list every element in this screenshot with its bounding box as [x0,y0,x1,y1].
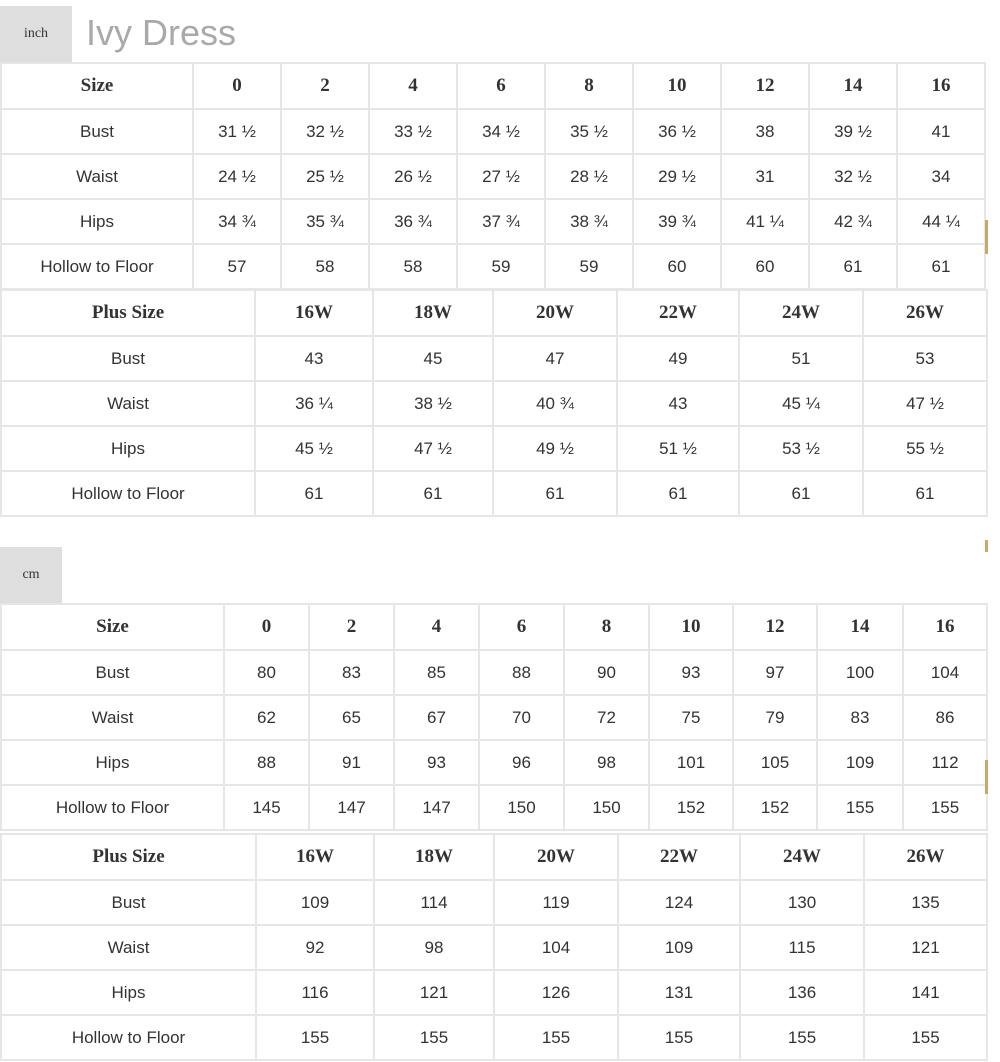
table-cell: 104 [903,650,987,695]
table-cell: 105 [733,740,817,785]
table-row [1,785,987,830]
table-cell: 53 [863,336,987,381]
table-cell: 155 [494,1015,618,1060]
table-cell: 61 [739,471,863,516]
table-row [1,925,987,970]
table-cell: 35 ½ [545,109,633,154]
row-label: Bust [1,880,256,925]
table-cell: 88 [224,740,309,785]
table-cell: 45 ½ [255,426,373,471]
table-cell: 112 [903,740,987,785]
table-cell: 29 ½ [633,154,721,199]
table-cell: 35 ¾ [281,199,369,244]
size-header-cell: 26W [863,290,987,336]
table-row [1,1015,987,1060]
table-cell: 83 [817,695,903,740]
table-row [1,471,987,516]
row-label: Waist [1,925,256,970]
table-cell: 61 [493,471,617,516]
table-cell: 47 [493,336,617,381]
table-cell: 65 [309,695,394,740]
table-row [1,381,987,426]
table-cell: 141 [864,970,987,1015]
size-header-cell: 16 [903,604,987,650]
table-cell: 49 ½ [493,426,617,471]
header-row [1,604,987,650]
table-cell: 109 [817,740,903,785]
size-header-cell: 20W [494,834,618,880]
row-label: Waist [1,154,193,199]
size-header-cell: 4 [369,63,457,109]
page-title: Ivy Dress [86,12,237,53]
size-header-label: Size [1,63,193,109]
row-label: Waist [1,381,255,426]
table-cell: 155 [256,1015,374,1060]
table-cell: 61 [897,244,985,289]
table-cell: 109 [618,925,740,970]
table-row [1,336,987,381]
table-cell: 61 [809,244,897,289]
row-label: Bust [1,336,255,381]
table-cell: 145 [224,785,309,830]
table-cell: 45 [373,336,493,381]
row-label: Bust [1,650,224,695]
header-row [1,290,987,336]
table-cell: 93 [394,740,479,785]
table-cell: 75 [649,695,733,740]
table-cell: 26 ½ [369,154,457,199]
unit-label-cm: cm [0,547,62,603]
row-label: Hips [1,740,224,785]
unit-label-inch: inch [0,6,72,62]
table-cell: 88 [479,650,564,695]
row-label: Hollow to Floor [1,785,224,830]
table-cell: 55 ½ [863,426,987,471]
table-cell: 34 [897,154,985,199]
table-row [1,199,985,244]
table-cell: 44 ¼ [897,199,985,244]
table-cell: 42 ¾ [809,199,897,244]
table-cell: 155 [740,1015,864,1060]
size-header-cell: 2 [281,63,369,109]
size-header-label: Size [1,604,224,650]
table-cell: 41 ¼ [721,199,809,244]
table-cell: 43 [617,381,739,426]
table-cell: 155 [374,1015,494,1060]
row-label: Hollow to Floor [1,471,255,516]
size-header-cell: 18W [374,834,494,880]
table-cell: 37 ¾ [457,199,545,244]
size-header-cell: 0 [193,63,281,109]
table-cell: 152 [649,785,733,830]
table-cell: 70 [479,695,564,740]
row-label: Hips [1,199,193,244]
table-cell: 115 [740,925,864,970]
table-cell: 38 ½ [373,381,493,426]
table-cell: 155 [864,1015,987,1060]
table-cell: 121 [864,925,987,970]
edge-decoration [985,540,988,552]
size-header-cell: 10 [649,604,733,650]
table-cell: 100 [817,650,903,695]
table-cell: 121 [374,970,494,1015]
edge-decoration [985,760,988,794]
table-cell: 101 [649,740,733,785]
cm-plus-size-table [0,833,988,1061]
edge-decoration [985,220,988,254]
table-cell: 91 [309,740,394,785]
table-cell: 49 [617,336,739,381]
size-header-cell: 12 [733,604,817,650]
table-cell: 114 [374,880,494,925]
inch-standard-size-table [0,62,986,290]
table-cell: 47 ½ [373,426,493,471]
table-cell: 130 [740,880,864,925]
table-row [1,154,985,199]
table-cell: 60 [721,244,809,289]
table-row [1,244,985,289]
table-cell: 67 [394,695,479,740]
row-label: Hips [1,426,255,471]
table-cell: 150 [479,785,564,830]
table-row [1,740,987,785]
row-label: Hollow to Floor [1,244,193,289]
table-cell: 152 [733,785,817,830]
row-label: Hips [1,970,256,1015]
table-row [1,109,985,154]
table-cell: 136 [740,970,864,1015]
row-label: Hollow to Floor [1,1015,256,1060]
table-cell: 51 [739,336,863,381]
table-cell: 28 ½ [545,154,633,199]
inch-plus-size-table [0,289,988,517]
table-cell: 147 [394,785,479,830]
table-cell: 155 [817,785,903,830]
size-header-cell: 22W [617,290,739,336]
table-cell: 98 [374,925,494,970]
table-cell: 39 ½ [809,109,897,154]
plus-size-header-label: Plus Size [1,834,256,880]
table-cell: 96 [479,740,564,785]
table-cell: 32 ½ [281,109,369,154]
table-cell: 38 ¾ [545,199,633,244]
size-header-cell: 22W [618,834,740,880]
size-header-cell: 4 [394,604,479,650]
size-header-cell: 2 [309,604,394,650]
size-header-cell: 14 [817,604,903,650]
table-cell: 32 ½ [809,154,897,199]
table-cell: 58 [281,244,369,289]
size-header-cell: 6 [457,63,545,109]
table-cell: 61 [863,471,987,516]
table-cell: 97 [733,650,817,695]
table-cell: 85 [394,650,479,695]
table-row [1,970,987,1015]
size-header-cell: 24W [740,834,864,880]
size-header-cell: 26W [864,834,987,880]
table-cell: 61 [255,471,373,516]
table-cell: 83 [309,650,394,695]
table-cell: 31 [721,154,809,199]
table-row [1,426,987,471]
table-cell: 34 ½ [457,109,545,154]
table-cell: 36 ¾ [369,199,457,244]
table-cell: 155 [903,785,987,830]
table-cell: 104 [494,925,618,970]
table-cell: 80 [224,650,309,695]
table-cell: 116 [256,970,374,1015]
table-cell: 92 [256,925,374,970]
row-label: Waist [1,695,224,740]
size-header-cell: 10 [633,63,721,109]
table-cell: 33 ½ [369,109,457,154]
table-cell: 24 ½ [193,154,281,199]
table-cell: 93 [649,650,733,695]
header-row [1,834,987,880]
table-cell: 131 [618,970,740,1015]
table-cell: 25 ½ [281,154,369,199]
table-cell: 58 [369,244,457,289]
table-cell: 61 [617,471,739,516]
table-row [1,650,987,695]
table-cell: 86 [903,695,987,740]
table-cell: 38 [721,109,809,154]
table-cell: 43 [255,336,373,381]
table-row [1,880,987,925]
table-cell: 31 ½ [193,109,281,154]
table-cell: 57 [193,244,281,289]
size-header-cell: 20W [493,290,617,336]
size-header-cell: 18W [373,290,493,336]
table-row [1,695,987,740]
table-cell: 109 [256,880,374,925]
table-cell: 45 ¼ [739,381,863,426]
table-cell: 51 ½ [617,426,739,471]
size-header-cell: 14 [809,63,897,109]
table-cell: 41 [897,109,985,154]
table-cell: 124 [618,880,740,925]
table-cell: 53 ½ [739,426,863,471]
table-cell: 98 [564,740,649,785]
table-cell: 72 [564,695,649,740]
table-cell: 150 [564,785,649,830]
table-cell: 147 [309,785,394,830]
table-cell: 61 [373,471,493,516]
header-row [1,63,985,109]
size-header-cell: 16 [897,63,985,109]
table-cell: 39 ¾ [633,199,721,244]
size-header-cell: 8 [545,63,633,109]
row-label: Bust [1,109,193,154]
size-header-cell: 0 [224,604,309,650]
table-cell: 59 [545,244,633,289]
size-header-cell: 16W [255,290,373,336]
table-cell: 90 [564,650,649,695]
size-header-cell: 16W [256,834,374,880]
plus-size-header-label: Plus Size [1,290,255,336]
table-cell: 59 [457,244,545,289]
size-header-cell: 8 [564,604,649,650]
table-cell: 60 [633,244,721,289]
size-header-cell: 12 [721,63,809,109]
table-cell: 40 ¾ [493,381,617,426]
table-cell: 119 [494,880,618,925]
table-cell: 36 ¼ [255,381,373,426]
table-cell: 126 [494,970,618,1015]
size-header-cell: 24W [739,290,863,336]
table-cell: 135 [864,880,987,925]
table-cell: 62 [224,695,309,740]
size-header-cell: 6 [479,604,564,650]
table-cell: 79 [733,695,817,740]
table-cell: 47 ½ [863,381,987,426]
table-cell: 27 ½ [457,154,545,199]
table-cell: 36 ½ [633,109,721,154]
table-cell: 34 ¾ [193,199,281,244]
cm-standard-size-table [0,603,988,831]
table-cell: 155 [618,1015,740,1060]
